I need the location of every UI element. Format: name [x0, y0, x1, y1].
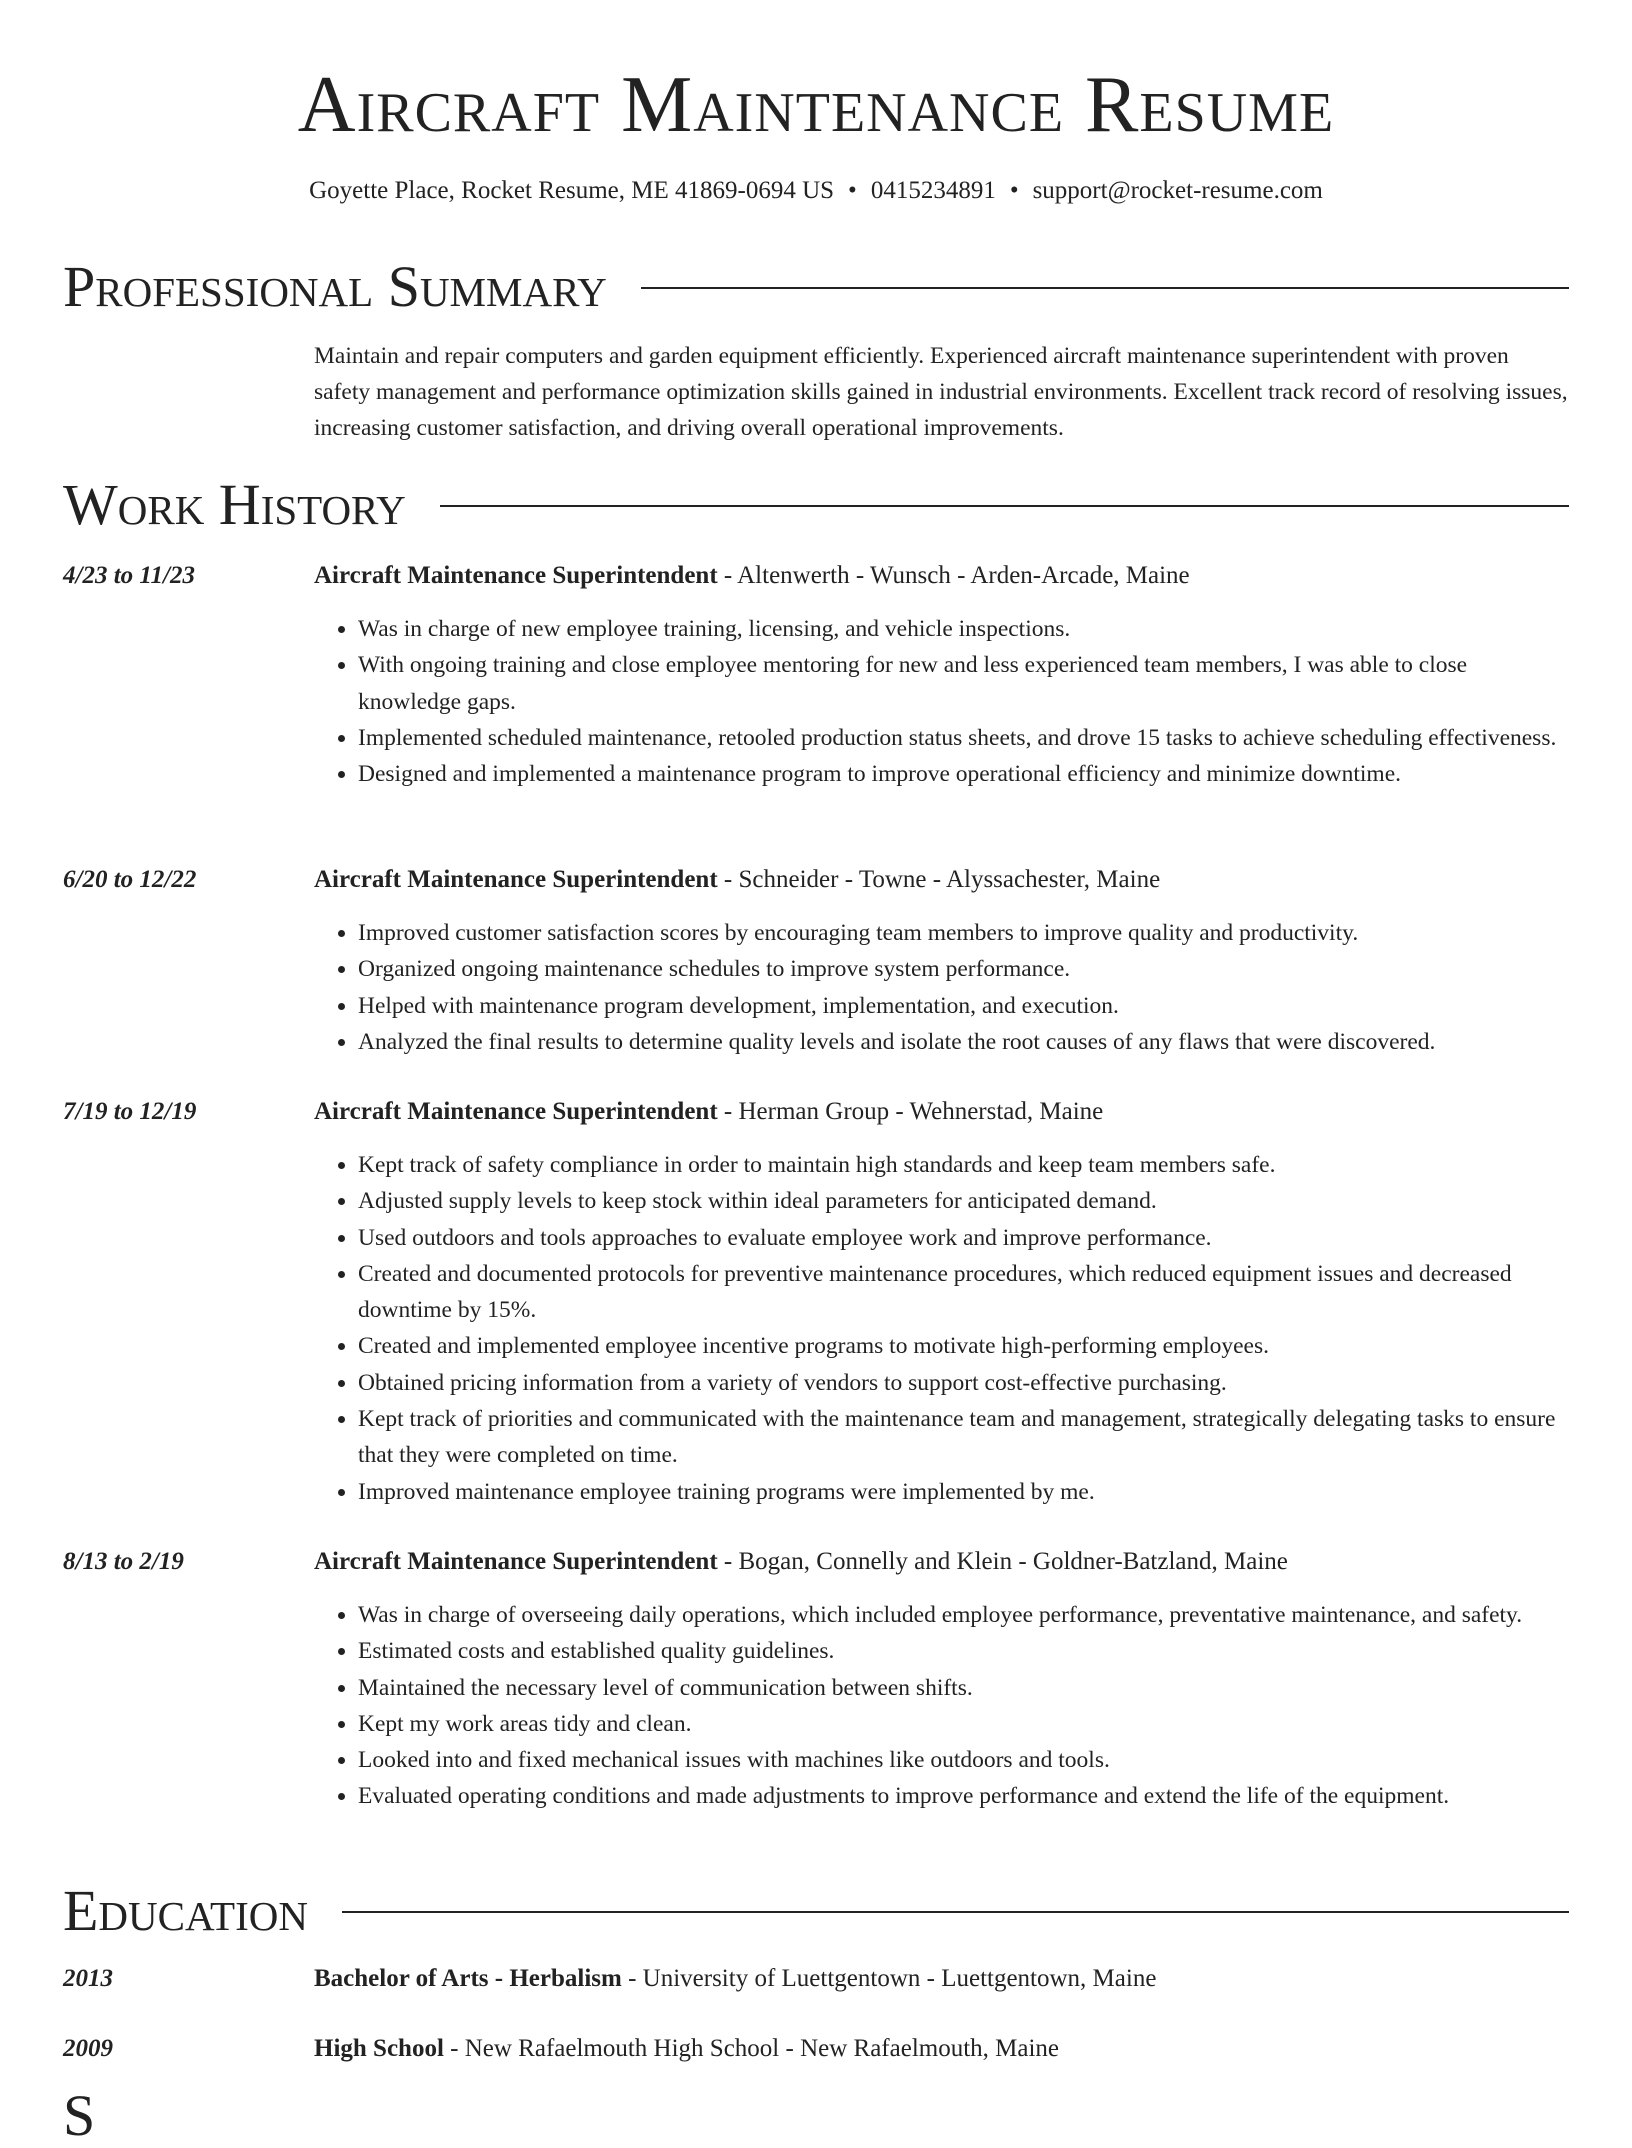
work-heading: Work History: [63, 472, 406, 537]
job-employer: - Herman Group - Wehnerstad, Maine: [717, 1098, 1104, 1125]
job-bullet: • Implemented scheduled maintenance, retooled production status sheets, and drove 15 tasks to achieve scheduling effectiveness.: [358, 720, 1569, 756]
education-degree: Bachelor of Arts - Herbalism: [314, 1965, 622, 1992]
education-detail: [314, 2032, 1059, 2066]
job-employer: - Altenwerth - Wunsch - Arden-Arcade, Maine: [717, 562, 1190, 589]
job-bullet: • Used outdoors and tools approaches to evaluate employee work and improve performance.: [358, 1220, 1569, 1256]
job-bullet: • Looked into and fixed mechanical issues with machines like outdoors and tools.: [358, 1742, 1569, 1778]
job-bullet: • Adjusted supply levels to keep stock within ideal parameters for anticipated demand.: [358, 1183, 1569, 1219]
education-degree: High School: [314, 2035, 444, 2062]
job-bullet: • Created and implemented employee incentive programs to motivate high-performing employees.: [358, 1328, 1569, 1364]
education-school: - University of Luettgentown - Luettgentown, Maine: [621, 1965, 1157, 1992]
job-title: Aircraft Maintenance Superintendent: [314, 866, 718, 893]
job-date: 8/13 to 2/19: [63, 1548, 184, 1575]
job-employer: - Schneider - Towne - Alyssachester, Maine: [717, 866, 1161, 893]
job-title: Aircraft Maintenance Superintendent: [314, 1548, 718, 1575]
job-date: 7/19 to 12/19: [63, 1098, 197, 1125]
job-bullet: • Designed and implemented a maintenance program to improve operational efficiency and minimize downtime.: [358, 756, 1569, 792]
education-section-header: [63, 1876, 1569, 1946]
job-role: [314, 863, 1569, 897]
education-detail: [314, 1962, 1156, 1996]
job-bullet: • Maintained the necessary level of communication between shifts.: [358, 1670, 1569, 1706]
job-employer: - Bogan, Connelly and Klein - Goldner-Batzland, Maine: [717, 1548, 1288, 1575]
education-year: 2009: [63, 2035, 113, 2062]
job-bullet: • Created and documented protocols for preventive maintenance procedures, which reduced equipment issues and decreased downtime by 15%.: [358, 1256, 1569, 1329]
job-bullet: • Improved customer satisfaction scores by encouraging team members to improve quality and productivity.: [358, 915, 1569, 951]
job-bullet: • Analyzed the final results to determine quality levels and isolate the root causes of any flaws that were discovered.: [358, 1024, 1569, 1060]
job-date: 4/23 to 11/23: [63, 562, 195, 589]
job-bullets: [314, 915, 1569, 1060]
summary-text: Maintain and repair computers and garden equipment efficiently. Experienced aircraft maintenance superintendent with proven safety management and performance optimization skills gained in industrial environments. Excellent track record of resolving issues, increasing customer satisfaction, and driving overall operational improvements.: [314, 343, 1568, 441]
job-bullet: • Improved maintenance employee training programs were implemented by me.: [358, 1474, 1569, 1510]
next-section-heading-fragment: S: [63, 2083, 96, 2148]
section-divider: [641, 287, 1569, 289]
job-bullets: [314, 1147, 1569, 1510]
job-bullet: • Kept track of safety compliance in order to maintain high standards and keep team members safe.: [358, 1147, 1569, 1183]
job-bullet: • Organized ongoing maintenance schedules to improve system performance.: [358, 951, 1569, 987]
job-bullet: • Evaluated operating conditions and made adjustments to improve performance and extend the life of the equipment.: [358, 1778, 1569, 1814]
job-title: Aircraft Maintenance Superintendent: [314, 1098, 718, 1125]
job-title: Aircraft Maintenance Superintendent: [314, 562, 718, 589]
job-role: [314, 559, 1569, 593]
job-bullet: • Was in charge of new employee training, licensing, and vehicle inspections.: [358, 611, 1569, 647]
summary-heading: Professional Summary: [63, 254, 607, 319]
contact-line: [0, 174, 1632, 208]
education-entry: [63, 2032, 1569, 2066]
education-year: 2013: [63, 1965, 113, 1992]
contact-phone: 0415234891: [870, 177, 996, 204]
contact-address: Goyette Place, Rocket Resume, ME 41869-0694 US: [309, 177, 835, 204]
job-bullet: • Estimated costs and established quality guidelines.: [358, 1633, 1569, 1669]
summary-section-header: [63, 252, 1569, 322]
education-heading: Education: [63, 1878, 308, 1943]
contact-email: support@rocket-resume.com: [1032, 177, 1323, 204]
job-role: [314, 1095, 1569, 1129]
section-divider: [342, 1911, 1569, 1913]
education-school: - New Rafaelmouth High School - New Rafaelmouth, Maine: [443, 2035, 1060, 2062]
education-entry: [63, 1962, 1569, 1996]
job-role: [314, 1545, 1569, 1579]
resume-title: Aircraft Maintenance Resume: [297, 61, 1335, 149]
job-bullet: • Kept my work areas tidy and clean.: [358, 1706, 1569, 1742]
job-bullet: • Was in charge of overseeing daily operations, which included employee performance, preventative maintenance, and safety.: [358, 1597, 1569, 1633]
job-bullet: • Helped with maintenance program development, implementation, and execution.: [358, 988, 1569, 1024]
job-bullet: • Obtained pricing information from a variety of vendors to support cost-effective purchasing.: [358, 1365, 1569, 1401]
contact-separator: •: [1009, 177, 1019, 204]
job-bullet: • With ongoing training and close employee mentoring for new and less experienced team members, I was able to close knowledge gaps.: [358, 647, 1569, 720]
contact-separator: •: [848, 177, 857, 204]
job-bullets: [314, 611, 1569, 792]
job-bullet: • Kept track of priorities and communicated with the maintenance team and management, strategically delegating tasks to ensure that they were completed on time.: [358, 1401, 1569, 1474]
job-date: 6/20 to 12/22: [63, 866, 197, 893]
job-bullets: [314, 1597, 1569, 1815]
section-divider: [440, 505, 1569, 507]
work-section-header: [63, 470, 1569, 540]
